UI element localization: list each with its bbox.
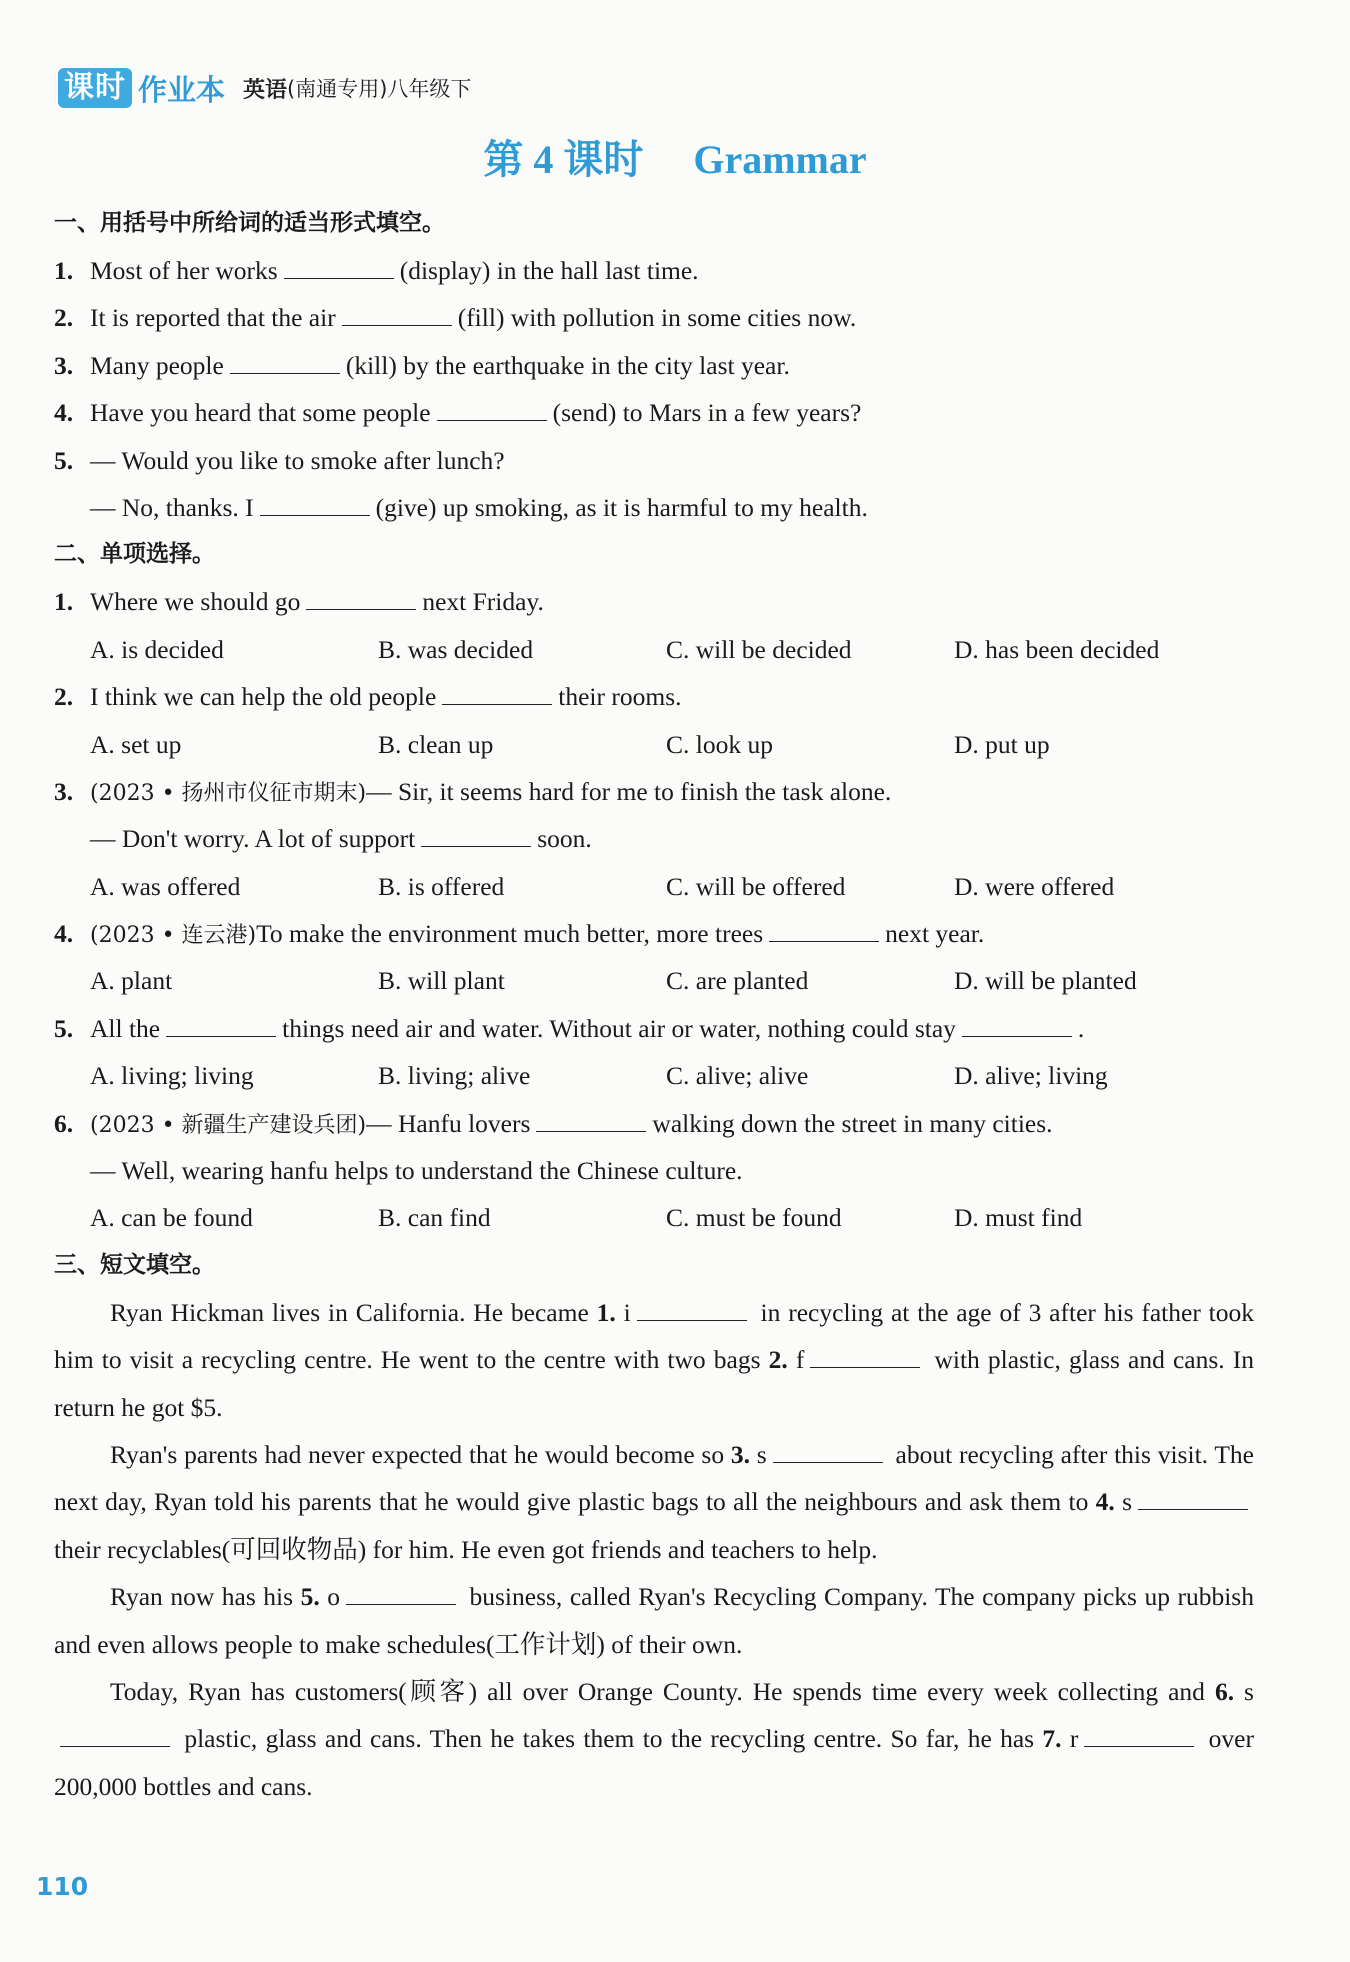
item-text: To make the environment much better, more trees — [256, 919, 764, 949]
s2-q2-options — [54, 721, 1254, 768]
passage-paragraph-4 — [54, 1668, 1254, 1810]
item-text: I think we can help the old people — [90, 682, 437, 712]
page-number: 110 — [36, 1872, 89, 1901]
answer-blank[interactable] — [260, 495, 370, 516]
s2-q5-options — [54, 1052, 1254, 1099]
s2-q1 — [54, 578, 1254, 625]
answer-blank[interactable] — [810, 1347, 920, 1368]
passage-text: about recycling after this visit. The next day, Ryan told his parents that he would give plastic bags to all the neighbours and ask them to — [54, 1440, 1254, 1517]
blank-letter: s — [750, 1440, 767, 1470]
answer-blank[interactable] — [166, 1016, 276, 1037]
section-3-heading: 三、短文填空。 — [54, 1251, 215, 1278]
option[interactable]: D. alive; living — [954, 1061, 1108, 1091]
book-grade: (南通专用)八年级下 — [287, 77, 472, 101]
option[interactable]: A. is decided — [90, 634, 224, 664]
s1-item-2 — [54, 294, 1254, 341]
item-text: Most of her works — [90, 256, 278, 285]
option[interactable]: C. will be offered — [666, 871, 846, 901]
s1-item-5-reply — [54, 484, 1254, 531]
s1-item-4 — [54, 389, 1254, 436]
logo-text: 作业本 — [138, 72, 226, 107]
blank-letter: f — [787, 1345, 805, 1375]
item-number: 5. — [54, 445, 74, 475]
s2-q5 — [54, 1005, 1254, 1052]
item-number: 4. — [54, 919, 74, 949]
blank-number: 1. — [596, 1297, 616, 1327]
passage-text: plastic, glass and cans. Then he takes them to the recycling centre. So far, he has — [176, 1724, 1043, 1754]
blank-letter: r — [1061, 1724, 1079, 1754]
s2-q6-reply: — Well, wearing hanfu helps to understand the Chinese culture. — [90, 1156, 743, 1186]
item-text: — No, thanks. I — [90, 492, 254, 522]
option[interactable]: D. put up — [954, 729, 1050, 759]
option[interactable]: C. are planted — [666, 966, 809, 996]
option[interactable]: C. must be found — [666, 1203, 842, 1233]
item-text: soon. — [537, 824, 592, 854]
item-number: 1. — [54, 587, 74, 617]
blank-number: 4. — [1095, 1487, 1115, 1517]
page-title — [0, 128, 1350, 185]
answer-blank[interactable] — [421, 826, 531, 847]
s1-item-1 — [54, 247, 1254, 294]
answer-blank[interactable] — [773, 1442, 883, 1463]
option[interactable]: D. were offered — [954, 871, 1115, 901]
item-text: — Sir, it seems hard for me to finish the task alone. — [366, 776, 892, 806]
passage — [54, 1289, 1254, 1810]
option[interactable]: B. can find — [378, 1203, 491, 1233]
s1-item-5 — [54, 437, 1254, 484]
item-text: Have you heard that some people — [90, 398, 431, 428]
book-header — [58, 66, 471, 110]
blank-number: 7. — [1042, 1724, 1062, 1754]
s2-q4-options — [54, 957, 1254, 1004]
passage-paragraph-2 — [54, 1431, 1254, 1573]
blank-letter: s — [1114, 1487, 1132, 1517]
option[interactable]: C. alive; alive — [666, 1061, 809, 1091]
s1-item-3 — [54, 342, 1254, 389]
blank-number: 5. — [300, 1582, 320, 1612]
answer-blank[interactable] — [437, 400, 547, 421]
item-text: (send) to Mars in a few years? — [552, 398, 862, 428]
option[interactable]: B. living; alive — [378, 1061, 531, 1091]
answer-blank[interactable] — [1138, 1489, 1248, 1510]
answer-blank[interactable] — [769, 921, 879, 942]
section-1-heading: 一、用括号中所给词的适当形式填空。 — [54, 210, 445, 236]
passage-text: business, called Ryan's Recycling Company. The company picks up rubbish and even allows people to make schedules(工作计划) of their own. — [54, 1582, 1254, 1659]
passage-text: in recycling at the age of 3 after his father took him to visit a recycling centre. He went to the centre with two bags — [54, 1297, 1255, 1375]
s2-q6 — [54, 1100, 1254, 1147]
passage-text: Today, Ryan has customers(顾客) all over Orange County. He spends time every week collecting and — [110, 1677, 1215, 1707]
answer-blank[interactable] — [346, 1584, 456, 1605]
s2-q6-options — [54, 1194, 1254, 1241]
question-source: (2023 • 连云港) — [90, 923, 257, 949]
s2-q2 — [54, 673, 1254, 720]
answer-blank[interactable] — [342, 305, 452, 326]
blank-letter: i — [615, 1297, 631, 1327]
s2-q3-reply — [54, 815, 1254, 862]
passage-text: with plastic, glass and cans. In return he got $5. — [54, 1345, 1254, 1422]
item-number: 4. — [54, 398, 74, 428]
question-source: (2023 • 扬州市仪征市期末) — [90, 780, 367, 806]
item-text: (display) in the hall last time. — [399, 256, 699, 285]
option[interactable]: A. plant — [90, 966, 173, 996]
blank-number: 3. — [730, 1440, 751, 1470]
option[interactable]: A. living; living — [90, 1061, 254, 1091]
answer-blank[interactable] — [442, 684, 552, 705]
option[interactable]: A. set up — [90, 729, 182, 759]
s2-q3-options — [54, 863, 1254, 910]
blank-number: 6. — [1214, 1677, 1235, 1707]
blank-number: 2. — [768, 1345, 788, 1375]
book-subject: 英语 — [243, 77, 288, 103]
item-number: 5. — [54, 1013, 74, 1043]
option[interactable]: D. must find — [954, 1203, 1083, 1233]
option[interactable]: B. is offered — [378, 871, 505, 901]
item-text: It is reported that the air — [90, 303, 336, 333]
answer-blank[interactable] — [536, 1111, 646, 1132]
passage-text: Ryan now has his — [110, 1582, 301, 1612]
worksheet-content — [54, 200, 1254, 1810]
item-text: walking down the street in many cities. — [652, 1108, 1053, 1138]
item-text: things need air and water. Without air or water, nothing could stay — [282, 1013, 956, 1043]
answer-blank[interactable] — [637, 1300, 747, 1321]
answer-blank[interactable] — [1084, 1726, 1194, 1747]
item-text: (kill) by the earthquake in the city last year. — [345, 350, 790, 380]
passage-text: their recyclables(可回收物品) for him. He even got friends and teachers to help. — [54, 1534, 878, 1564]
logo-box: 课时 — [58, 68, 132, 108]
passage-text: over 200,000 bottles and cans. — [54, 1724, 1254, 1801]
book-logo — [58, 68, 225, 109]
item-number: 3. — [54, 350, 74, 380]
option[interactable]: C. look up — [666, 729, 773, 759]
option[interactable]: B. will plant — [378, 966, 505, 996]
item-text: next Friday. — [422, 587, 544, 617]
item-text: their rooms. — [558, 682, 682, 712]
item-text: Many people — [90, 350, 224, 380]
item-number: 2. — [54, 303, 74, 333]
s2-q4 — [54, 910, 1254, 957]
item-text: next year. — [885, 919, 985, 949]
title-en: Grammar — [693, 137, 867, 182]
passage-paragraph-1 — [54, 1289, 1254, 1431]
option[interactable]: D. has been decided — [954, 634, 1160, 664]
title-cn: 第 4 课时 — [483, 137, 644, 182]
passage-paragraph-3 — [54, 1573, 1254, 1668]
s2-q3 — [54, 768, 1254, 815]
item-text: . — [1077, 1013, 1085, 1043]
blank-letter: o — [319, 1582, 340, 1612]
item-text: — Don't worry. A lot of support — [90, 824, 416, 854]
blank-letter: s — [1234, 1677, 1254, 1707]
section-2-heading: 二、单项选择。 — [54, 541, 215, 568]
option[interactable]: B. was decided — [378, 634, 534, 664]
item-text: — Hanfu lovers — [366, 1108, 531, 1138]
item-text: (give) up smoking, as it is harmful to my health. — [375, 492, 868, 522]
option[interactable]: C. will be decided — [666, 634, 852, 664]
answer-blank[interactable] — [230, 353, 340, 374]
item-number: 1. — [54, 256, 74, 285]
question-source: (2023 • 新疆生产建设兵团) — [90, 1112, 367, 1138]
passage-text: Ryan's parents had never expected that he would become so — [110, 1440, 731, 1470]
answer-blank[interactable] — [60, 1726, 170, 1747]
item-number: 6. — [54, 1108, 74, 1138]
answer-blank[interactable] — [962, 1016, 1072, 1037]
item-text: Where we should go — [90, 587, 301, 617]
item-number: 3. — [54, 776, 74, 806]
option[interactable]: A. was offered — [90, 871, 241, 901]
passage-text: Ryan Hickman lives in California. He became — [110, 1297, 597, 1327]
s2-q1-options — [54, 626, 1254, 673]
option[interactable]: A. can be found — [90, 1203, 253, 1233]
option[interactable]: D. will be planted — [954, 966, 1137, 996]
answer-blank[interactable] — [284, 258, 394, 279]
item-text: (fill) with pollution in some cities now. — [457, 303, 857, 333]
item-text: — Would you like to smoke after lunch? — [90, 445, 505, 475]
item-number: 2. — [54, 682, 74, 712]
answer-blank[interactable] — [306, 589, 416, 610]
item-text: All the — [90, 1013, 161, 1043]
option[interactable]: B. clean up — [378, 729, 494, 759]
